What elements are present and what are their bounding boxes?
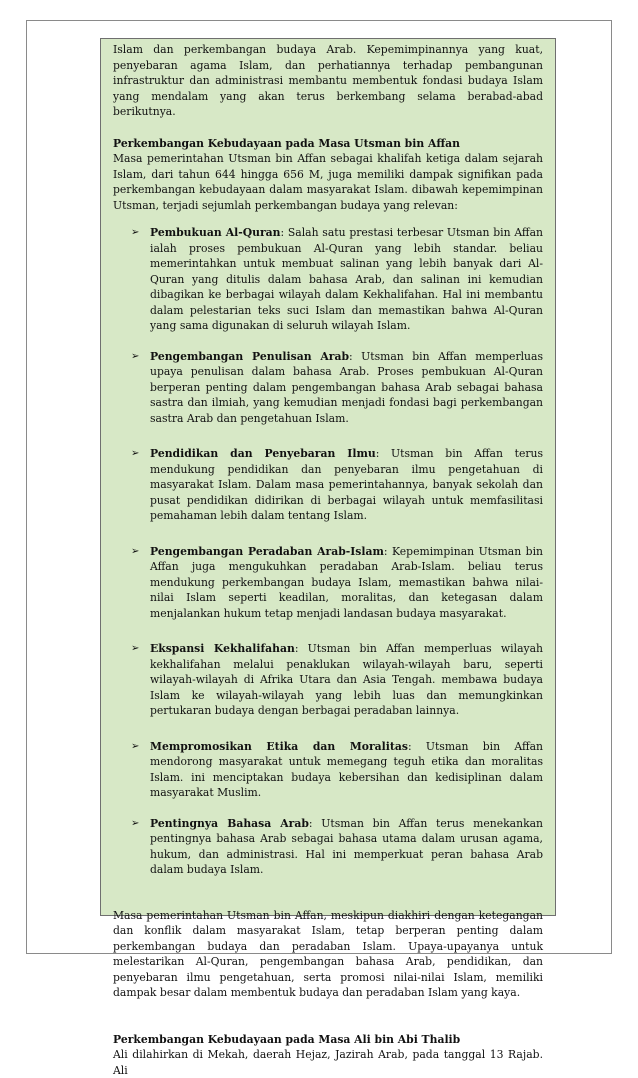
list-item bbox=[113, 349, 543, 427]
list-item bbox=[113, 816, 543, 878]
list-item-text: : Utsman bin Affan memperluas upaya penulisan dalam bahasa Arab. Proses pembukuan Al-Quran berperan penting dalam pengembangan bahasa Arab sebagai bahasa sastra dan ilmiah, yang kemudian menjadi fondasi bagi perkembangan sastra Arab dan pengetahuan Islam. bbox=[150, 349, 543, 425]
arrowhead-bullet-icon: ➢ bbox=[131, 350, 140, 362]
list-item-text: : Utsman bin Affan memperluas wilayah kekhalifahan melalui penaklukan wilayah-wilayah baru, seperti wilayah-wilayah di Afrika Utara dan Asia Tengah. membawa budaya Islam ke wilayah-wilayah yang lebih luas dan memungkinkan pertukaran budaya dengan berbagai peradaban lainnya. bbox=[150, 642, 543, 717]
list-item-title: Mempromosikan Etika dan Moralitas bbox=[150, 739, 408, 753]
section-lead-ali: Ali dilahirkan di Mekah, daerah Hejaz, Jazirah Arab, pada tanggal 13 Rajab. Ali bbox=[113, 1048, 543, 1077]
closing-paragraph-utsman: Masa pemerintahan Utsman bin Affan, meskipun diakhiri dengan ketegangan dan konflik dalam masyarakat Islam, tetap berperan penting dalam perkembangan budaya dan peradaban Islam. Upaya-upayanya untuk melestarikan Al-Quran, pengembangan bahasa Arab, pendidikan, dan penyebaran ilmu pengetahuan, serta promosi nilai-nilai Islam, memiliki dampak besar dalam membentuk budaya dan peradaban Islam yang kaya. bbox=[113, 908, 543, 999]
list-item-text: : Salah satu prestasi terbesar Utsman bin Affan ialah proses pembukuan Al-Quran yang lebih standar. beliau memerintahkan untuk membuat salinan yang lebih banyak dari Al-Quran yang ditulis dalam bahasa Arab, dan salinan ini kemudian dibagikan ke berbagai wilayah dalam Kekhalifahan. Hal ini membantu dalam pelestarian teks suci Islam dan memastikan bahwa Al-Quran yang sama digunakan di seluruh wilayah Islam. bbox=[150, 226, 543, 332]
list-item bbox=[113, 739, 543, 801]
list-item-title: Pendidikan dan Penyebaran Ilmu bbox=[150, 447, 376, 460]
list-item-title: Pengembangan Penulisan Arab bbox=[150, 349, 349, 363]
list-item bbox=[113, 225, 543, 334]
list-item bbox=[113, 446, 543, 524]
spacer bbox=[113, 1001, 543, 1016]
section-heading-ali: Perkembangan Kebudayaan pada Masa Ali bin Abi Thalib bbox=[113, 1032, 461, 1046]
list-item-title: Ekspansi Kekhalifahan bbox=[150, 642, 295, 655]
list-item-title: Pengembangan Peradaban Arab-Islam bbox=[150, 544, 384, 558]
arrowhead-bullet-icon: ➢ bbox=[131, 227, 140, 238]
arrowhead-bullet-icon: ➢ bbox=[131, 448, 140, 459]
document-text-box bbox=[100, 38, 556, 1077]
arrowhead-bullet-icon: ➢ bbox=[131, 545, 140, 557]
list-item-text: : Utsman bin Affan terus menekankan pentingnya bahasa Arab sebagai bahasa utama dalam urusan agama, hukum, dan administrasi. Hal ini memperkuat peran bahasa Arab dalam budaya Islam. bbox=[150, 816, 543, 876]
list-item-text: : Utsman bin Affan mendorong masyarakat untuk memegang teguh etika dan moralitas Islam. ini menciptakan budaya kebersihan dan kedisiplinan dalam masyarakat Muslim. bbox=[150, 739, 544, 799]
section-heading-utsman: Perkembangan Kebudayaan pada Masa Utsman bin Affan bbox=[113, 136, 461, 150]
list-item bbox=[113, 641, 543, 719]
list-item-title: Pembukuan Al-Quran bbox=[150, 226, 281, 239]
arrowhead-bullet-icon: ➢ bbox=[131, 740, 140, 752]
arrowhead-bullet-icon: ➢ bbox=[131, 817, 140, 829]
list-item bbox=[113, 544, 543, 622]
list-item-text: : Kepemimpinan Utsman bin Affan juga mengukuhkan peradaban Arab-Islam. beliau terus mendukung perkembangan budaya Islam, memastikan bahwa nilai-nilai Islam seperti keadilan, moralitas, dan ketegasan dalam menjalankan hukum tetap menjadi landasan budaya masyarakat. bbox=[150, 544, 543, 620]
intro-paragraph: Islam dan perkembangan budaya Arab. Kepemimpinannya yang kuat, penyebaran agama Islam, dan perhatiannya terhadap pembangunan infrastruktur dan administrasi membantu membentuk fondasi budaya Islam yang mendalam yang akan terus berkembang selama berabad-abad berikutnya. bbox=[113, 43, 543, 118]
list-item-text: : Utsman bin Affan terus mendukung pendidikan dan penyebaran ilmu pengetahuan di masyarakat Islam. Dalam masa pemerintahannya, banyak sekolah dan pusat pendidikan didirikan di berbagai wilayah untuk memfasilitasi pemahaman lebih dalam tentang Islam. bbox=[150, 447, 543, 522]
list-item-title: Pentingnya Bahasa Arab bbox=[150, 816, 309, 830]
spacer bbox=[113, 893, 543, 908]
arrowhead-bullet-icon: ➢ bbox=[131, 643, 140, 654]
bullet-list bbox=[113, 225, 543, 878]
section-lead-utsman: Masa pemerintahan Utsman bin Affan sebagai khalifah ketiga dalam sejarah Islam, dari tahun 644 hingga 656 M, juga memiliki dampak signifikan pada perkembangan kebudayaan dalam masyarakat Islam. dibawah kepemimpinan Utsman, terjadi sejumlah perkembangan budaya yang relevan: bbox=[113, 152, 543, 212]
